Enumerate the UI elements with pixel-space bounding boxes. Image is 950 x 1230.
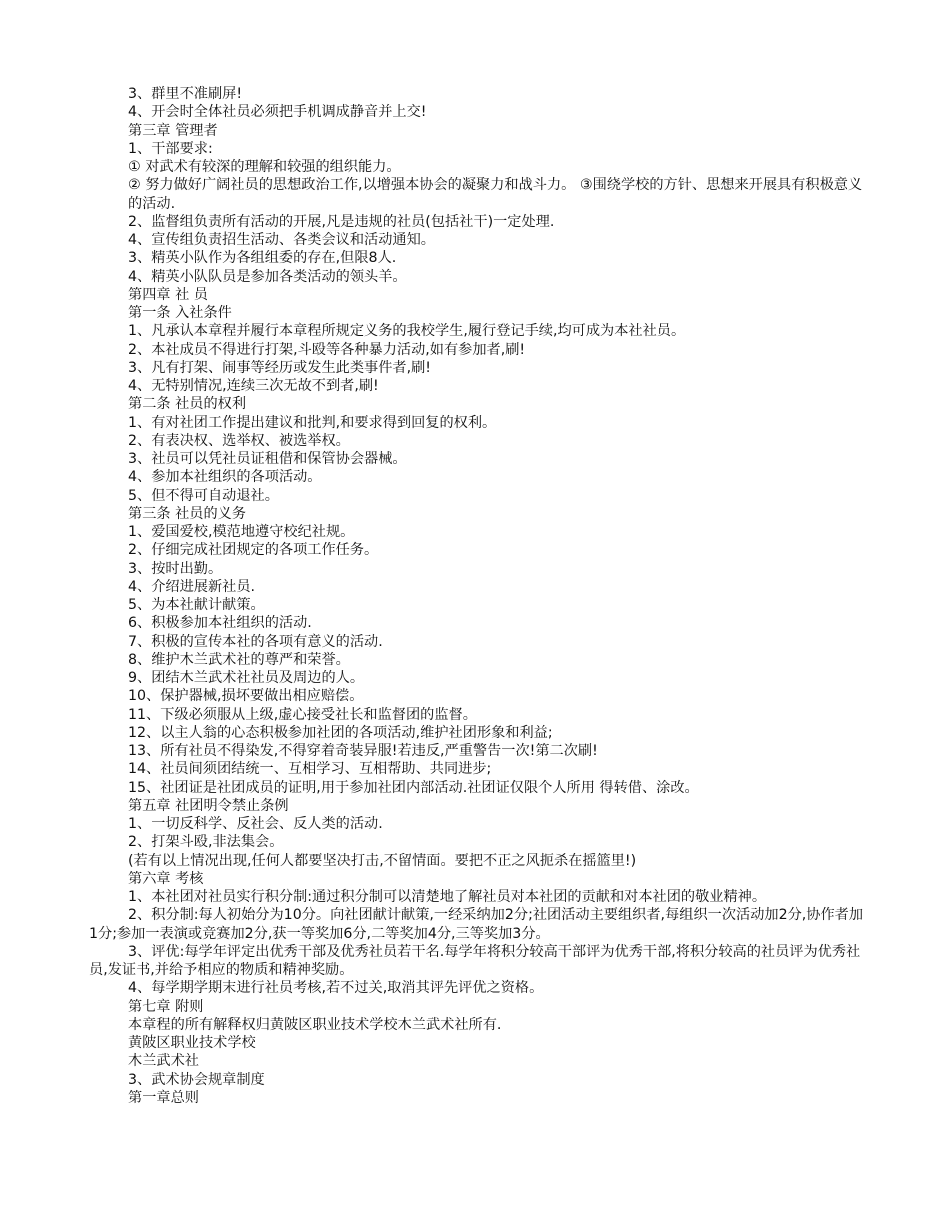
rule-line: (若有以上情况出现,任何人都要坚决打击,不留情面。要把不正之风扼杀在摇篮里!) bbox=[128, 852, 637, 869]
club-name: 木兰武术社 bbox=[128, 1053, 199, 1070]
rule-line: 3、凡有打架、闹事等经历或发生此类事件者,刷! bbox=[128, 359, 431, 376]
rule-line: 2、打架斗殴,非法集会。 bbox=[128, 834, 284, 851]
rule-line: 13、所有社员不得染发,不得穿着奇装异服!若违反,严重警告一次!第二次刷! bbox=[128, 743, 598, 759]
rule-line: 1、干部要求: bbox=[128, 140, 213, 157]
rule-line: 11、下级必须服从上级,虚心接受社长和监督团的监督。 bbox=[128, 706, 477, 723]
rule-line: 1、本社团对社员实行积分制:通过积分制可以清楚地了解社员对本社团的贡献和对本社团的敬业精神。 bbox=[128, 889, 767, 905]
rule-line: 本章程的所有解释权归黄陂区职业技术学校木兰武术社所有. bbox=[128, 1016, 502, 1033]
rule-line: 1、有对社团工作提出建议和批判,和要求得到回复的权利。 bbox=[128, 414, 497, 431]
rule-line: 12、以主人翁的心态积极参加社团的各项活动,维护社团形象和利益; bbox=[128, 724, 553, 741]
rule-line: 6、积极参加本社组织的活动. bbox=[128, 615, 312, 632]
rule-line: 4、宣传组负责招生活动、各类会议和活动通知。 bbox=[128, 232, 435, 248]
rule-line: 4、参加本社组织的各项活动。 bbox=[128, 469, 322, 486]
rule-line: 1、凡承认本章程并履行本章程所规定义务的我校学生,履行登记手续,均可成为本社社员。 bbox=[128, 323, 686, 340]
section-heading: 第三条 社员的义务 bbox=[128, 505, 247, 522]
rule-line: 7、积极的宣传本社的各项有意义的活动. bbox=[128, 633, 383, 650]
chapter-heading: 第七章 附则 bbox=[128, 998, 204, 1015]
rule-line: 3、精英小队作为各组组委的存在,但限8人. bbox=[128, 250, 397, 267]
rule-line: 2、仔细完成社团规定的各项工作任务。 bbox=[128, 542, 379, 559]
chapter-heading: 第四章 社 员 bbox=[128, 286, 208, 303]
rule-line: 4、精英小队队员是参加各类活动的领头羊。 bbox=[128, 268, 407, 285]
rule-paragraph-text: ② 努力做好广阔社员的思想政治工作,以增强本协会的凝聚力和战斗力。 ③围绕学校的方针、思想来开展具有积极意义的活动. bbox=[128, 177, 863, 212]
section-heading: 3、武术协会规章制度 bbox=[128, 1071, 265, 1088]
rule-line: 4、开会时全体社员必须把手机调成静音并上交! bbox=[128, 104, 427, 121]
rule-line: 8、维护木兰武术社的尊严和荣誉。 bbox=[128, 651, 350, 668]
rule-line: 3、按时出勤。 bbox=[128, 560, 223, 577]
chapter-heading: 第六章 考核 bbox=[128, 870, 204, 887]
section-heading: 第一条 入社条件 bbox=[128, 305, 232, 321]
section-heading: 第二条 社员的权利 bbox=[128, 396, 247, 413]
rule-line: 1、爱国爱校,模范地遵守校纪社规。 bbox=[128, 524, 355, 540]
rule-paragraph bbox=[89, 176, 869, 213]
rule-line: ① 对武术有较深的理解和较强的组织能力。 bbox=[128, 159, 401, 175]
rule-line: 9、团结木兰武术社社员及周边的人。 bbox=[128, 670, 365, 686]
chapter-heading: 第五章 社团明令禁止条例 bbox=[128, 797, 289, 814]
school-name: 黄陂区职业技术学校 bbox=[128, 1035, 256, 1051]
rule-line: 15、社团证是社团成员的证明,用于参加社团内部活动.社团证仅限个人所用 得转借、涂改。 bbox=[128, 779, 699, 796]
rule-line: 2、本社成员不得进行打架,斗殴等各种暴力活动,如有参加者,刷! bbox=[128, 341, 526, 358]
rule-line: 2、监督组负责所有活动的开展,凡是违规的社员(包括社干)一定处理. bbox=[128, 213, 555, 230]
rule-line: 4、介绍进展新社员. bbox=[128, 578, 256, 595]
rule-line: 2、有表决权、选举权、被选举权。 bbox=[128, 432, 350, 449]
rule-line: 5、但不得可自动退社。 bbox=[128, 487, 279, 504]
chapter-heading: 第三章 管理者 bbox=[128, 122, 218, 139]
rule-line: 3、社员可以凭社员证租借和保管协会器械。 bbox=[128, 451, 407, 467]
chapter-heading: 第一章总则 bbox=[128, 1089, 199, 1106]
rule-line: 4、无特别情况,连续三次无故不到者,刷! bbox=[128, 378, 379, 394]
rule-line: 3、群里不准刷屏! bbox=[128, 86, 243, 102]
document-page bbox=[89, 85, 869, 1107]
rule-paragraph: 3、评优:每学年评定出优秀干部及优秀社员若干名.每学年将积分较高干部评为优秀干部,将积分较高的社员评为优秀社员,发证书,并给予相应的物质和精神奖励。 bbox=[89, 943, 861, 978]
rule-line: 1、一切反科学、反社会、反人类的活动. bbox=[128, 816, 383, 832]
rule-line: 10、保护器械,损坏要做出相应赔偿。 bbox=[128, 688, 364, 705]
rule-line: 5、为本社献计献策。 bbox=[128, 597, 265, 613]
rule-paragraph: 2、积分制:每人初始分为10分。向社团献计献策,一经采纳加2分;社团活动主要组织者,每组织一次活动加2分,协作者加1分;参加一表演或竞赛加2分,获一等奖加6分,二等奖加4分,三等奖加3分。 bbox=[89, 907, 864, 942]
rule-line: 14、社员间须团结统一、互相学习、互相帮助、共同进步; bbox=[128, 761, 492, 778]
rule-line: 4、每学期学期末进行社员考核,若不过关,取消其评先评优之资格。 bbox=[128, 980, 544, 997]
